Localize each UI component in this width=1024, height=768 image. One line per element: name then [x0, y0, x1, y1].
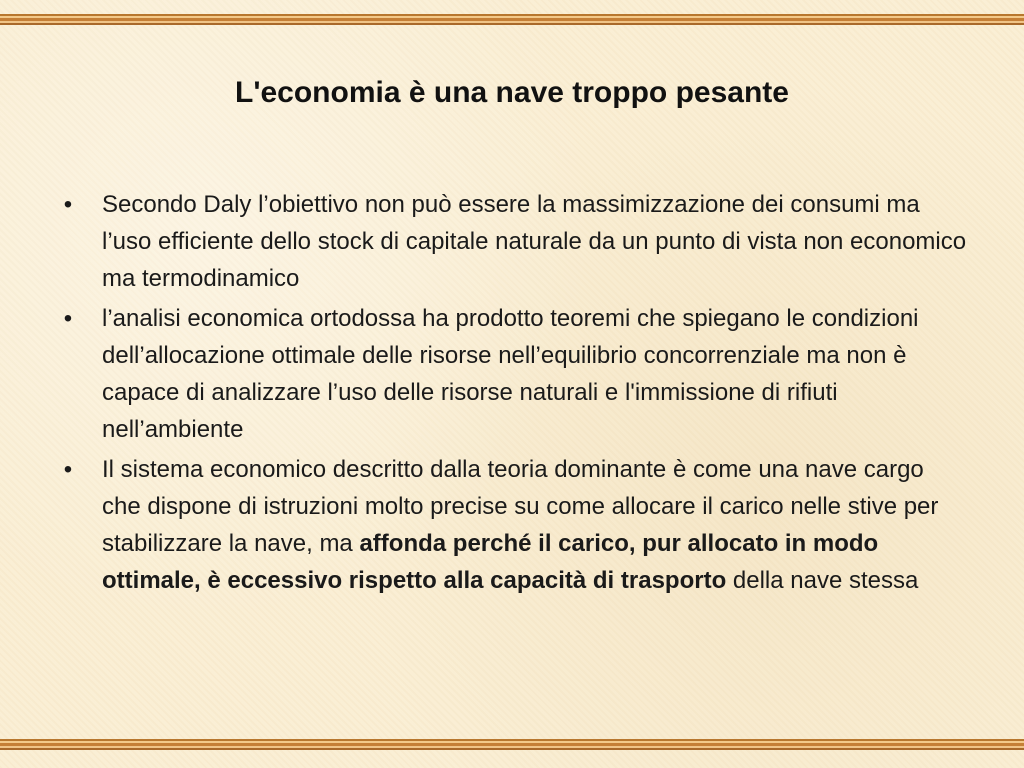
bottom-border-line	[0, 748, 1024, 750]
bottom-border-band	[0, 739, 1024, 751]
bullet-text-bold: affonda perché il carico, pur allocato in modo ottimale, è eccessivo rispetto alla capacità di trasporto	[102, 530, 879, 594]
top-border-line	[0, 23, 1024, 25]
bullet-text: Secondo Daly l’obiettivo non può essere la massimizzazione dei consumi ma l’uso efficiente dello stock di capitale naturale da un punto di vista non economico ma termodinamico	[102, 191, 967, 292]
bullet-text: l’analisi economica ortodossa ha prodotto teoremi che spiegano le condizioni dell’allocazione ottimale delle risorse nell’equilibrio concorrenziale ma non è capace di analizzare l’uso delle risorse naturali e l'immissione di rifiuti nell’ambiente	[102, 305, 919, 443]
bullet-text	[102, 456, 938, 594]
top-border-band	[0, 14, 1024, 26]
bullet-list	[58, 186, 968, 602]
bullet-icon: •	[63, 305, 73, 332]
bullet-text-before: Il sistema economico descritto dalla teoria dominante è come una nave cargo che dispone di istruzioni molto precise su come allocare il carico nelle stive per stabilizzare la nave, ma	[102, 456, 939, 557]
bullet-item-sistema	[58, 451, 968, 599]
bullet-item-analisi	[58, 300, 968, 448]
bullet-text-after: della nave stessa	[726, 567, 919, 594]
bullet-icon: •	[63, 456, 73, 483]
bullet-item-daly	[58, 186, 968, 297]
slide-title: L'economia è una nave troppo pesante	[235, 76, 789, 109]
bullet-icon: •	[63, 191, 73, 218]
